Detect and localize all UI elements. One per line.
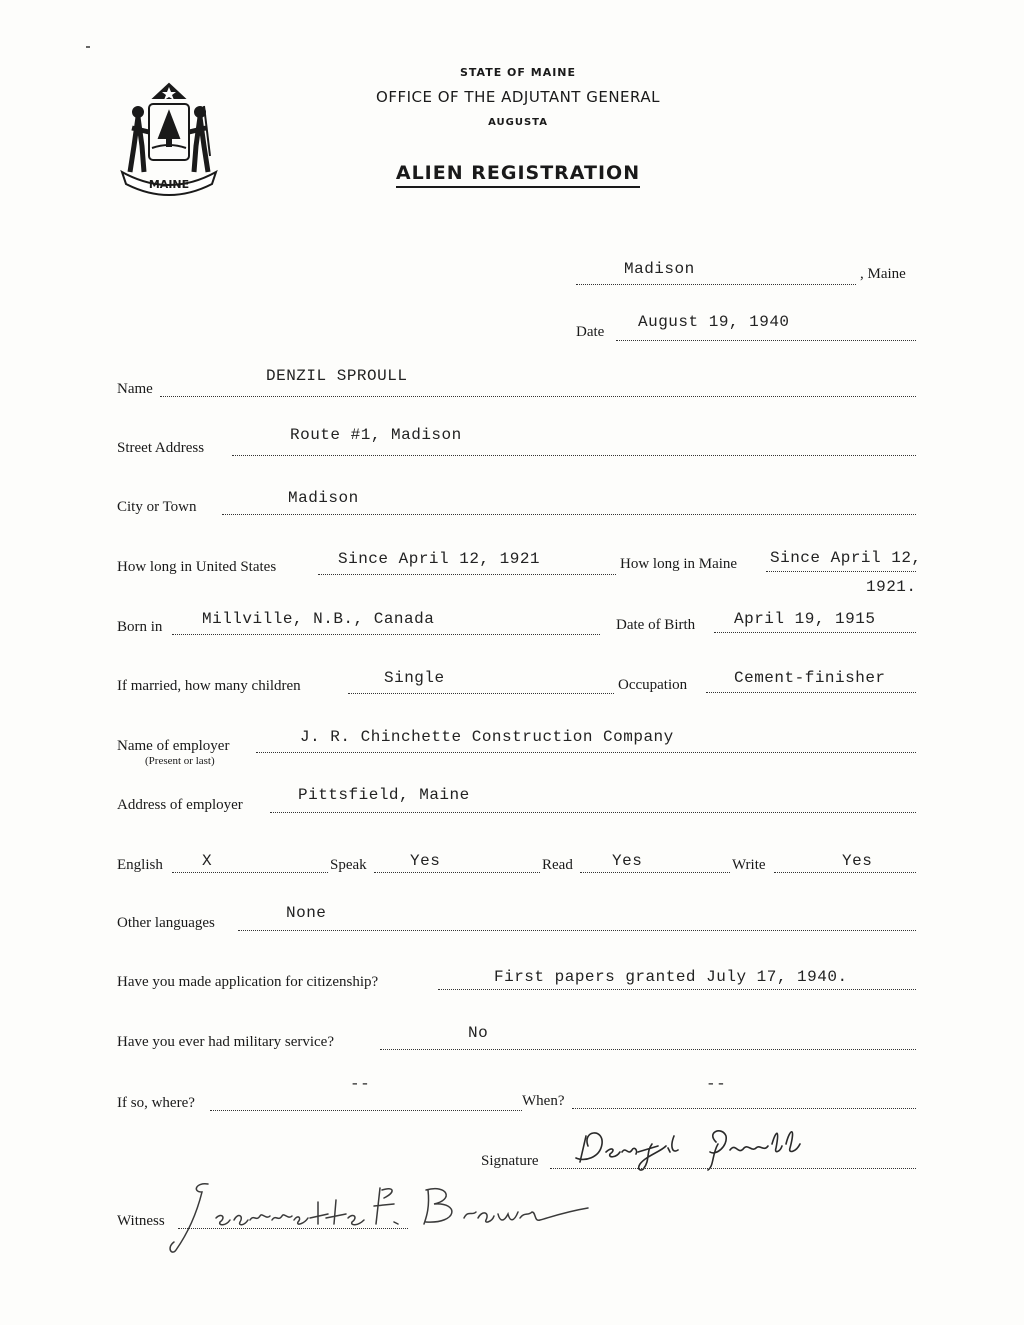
where-line (210, 1110, 522, 1111)
when-line (572, 1108, 916, 1109)
occupation-line (706, 692, 916, 693)
city-label: City or Town (117, 499, 197, 515)
witness-signature-image (168, 1178, 608, 1258)
town-line (576, 284, 856, 285)
where-value: -- (350, 1075, 371, 1093)
date-of-birth-line (714, 632, 916, 633)
signature-image (566, 1122, 846, 1174)
speak-line (374, 872, 540, 873)
military-label: Have you ever had military service? (117, 1034, 334, 1050)
city-line (222, 514, 916, 515)
how-long-maine-value: Since April 12, (770, 549, 922, 567)
speak-label: Speak (330, 857, 367, 873)
how-long-us-label: How long in United States (117, 559, 277, 575)
city-heading: AUGUSTA (488, 117, 548, 128)
read-line (580, 872, 730, 873)
state-heading: STATE OF MAINE (459, 66, 577, 79)
name-label: Name (117, 381, 153, 397)
name-line (160, 396, 916, 397)
write-line (774, 872, 916, 873)
employer-address-line (270, 812, 916, 813)
military-value: No (468, 1024, 489, 1042)
english-label: English (117, 857, 163, 873)
citizenship-label: Have you made application for citizenship? (117, 974, 379, 990)
children-label: If married, how many children (117, 678, 301, 694)
citizenship-line (438, 989, 916, 990)
speak-value: Yes (410, 852, 441, 870)
street-label: Street Address (117, 440, 205, 456)
when-value: -- (706, 1075, 727, 1093)
how-long-us-value: Since April 12, 1921 (338, 550, 541, 568)
city-value: Madison (288, 489, 359, 507)
employer-note: (Present or last) (145, 755, 215, 767)
name-value: DENZIL SPROULL (266, 367, 408, 385)
when-label: When? (522, 1093, 565, 1109)
date-label: Date (576, 324, 605, 340)
employer-address-value: Pittsfield, Maine (298, 786, 470, 804)
where-label: If so, where? (117, 1095, 195, 1111)
born-in-label: Born in (117, 619, 163, 635)
children-line (348, 693, 614, 694)
read-label: Read (542, 857, 573, 873)
date-line (616, 340, 916, 341)
street-line (232, 455, 916, 456)
occupation-value: Cement-finisher (734, 669, 886, 687)
how-long-maine-line (766, 571, 916, 572)
office-heading: OFFICE OF THE ADJUTANT GENERAL (376, 88, 660, 106)
write-value: Yes (842, 852, 873, 870)
employer-address-label: Address of employer (117, 797, 243, 813)
employer-name-label: Name of employer (117, 738, 230, 754)
other-languages-line (238, 930, 916, 931)
write-label: Write (732, 857, 766, 873)
children-value: Single (384, 669, 445, 687)
street-value: Route #1, Madison (290, 426, 462, 444)
read-value: Yes (612, 852, 643, 870)
english-line (172, 872, 328, 873)
english-value: X (202, 852, 213, 870)
form-title-wrap (6, 162, 1024, 184)
date-of-birth-label: Date of Birth (616, 617, 696, 633)
other-languages-value: None (286, 904, 327, 922)
form-title: ALIEN REGISTRATION (396, 162, 640, 188)
scan-mark (86, 46, 90, 48)
military-line (380, 1049, 916, 1050)
citizenship-value: First papers granted July 17, 1940. (494, 968, 848, 986)
town-value: Madison (624, 260, 695, 278)
date-value: August 19, 1940 (638, 313, 790, 331)
how-long-maine-value-cont: 1921. (866, 578, 917, 596)
occupation-label: Occupation (618, 677, 688, 693)
employer-name-line (256, 752, 916, 753)
born-in-line (172, 634, 600, 635)
signature-label: Signature (481, 1153, 539, 1169)
born-in-value: Millville, N.B., Canada (202, 610, 435, 628)
maine-suffix: , Maine (860, 266, 906, 282)
how-long-us-line (318, 574, 616, 575)
witness-label: Witness (117, 1213, 165, 1229)
date-of-birth-value: April 19, 1915 (734, 610, 876, 628)
seal-text: MAINE (148, 178, 190, 191)
employer-name-value: J. R. Chinchette Construction Company (300, 728, 674, 746)
how-long-maine-label: How long in Maine (620, 556, 738, 572)
other-languages-label: Other languages (117, 915, 215, 931)
